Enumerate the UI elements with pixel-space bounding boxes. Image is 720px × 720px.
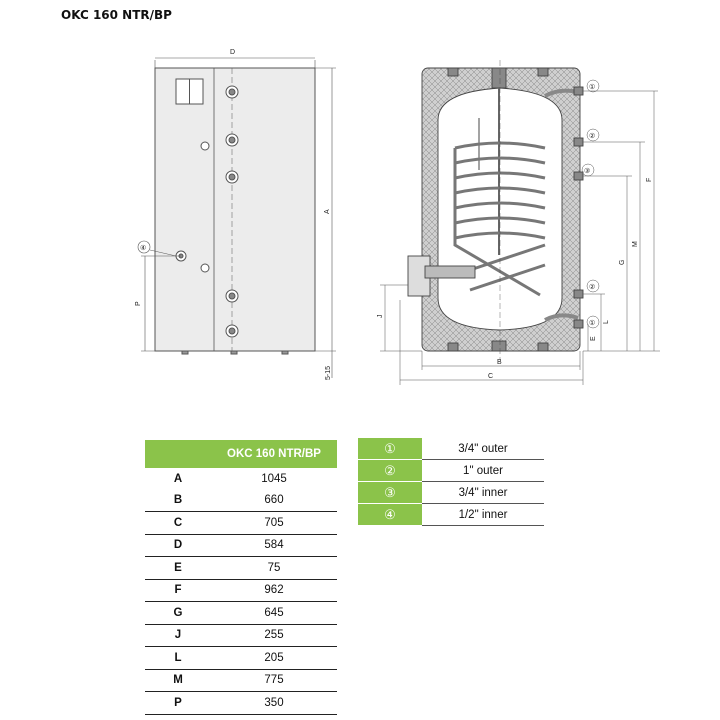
dimension-value: 705 [211, 512, 337, 535]
dimension-value: 660 [211, 490, 337, 512]
callout-3: ③ [584, 168, 591, 175]
dimension-value: 205 [211, 647, 337, 670]
label-p: P [135, 301, 142, 306]
table-row [358, 504, 544, 526]
label-b: B [497, 359, 502, 366]
dimension-key: D [145, 534, 211, 557]
label-l: L [603, 320, 610, 324]
dimension-value: 645 [211, 602, 337, 625]
label-m: M [632, 241, 639, 247]
table-row [145, 669, 337, 692]
tank-body-front [155, 68, 315, 351]
connection-table [358, 438, 544, 526]
dimension-table-body [145, 468, 337, 714]
dimension-value: 1045 [261, 472, 287, 485]
dimension-key: F [145, 579, 211, 602]
label-f: F [646, 177, 653, 182]
dimension-value: 255 [211, 624, 337, 647]
dimension-key: M [145, 669, 211, 692]
callout-4: ④ [140, 245, 147, 252]
table-row [145, 624, 337, 647]
connection-table-body [358, 438, 544, 526]
label-clearance: 5-15 [325, 365, 332, 380]
dimension-key: C [145, 512, 211, 535]
dimension-key: L [145, 647, 211, 670]
connection-number: ④ [358, 504, 422, 526]
section-view [380, 60, 660, 385]
table-row [145, 490, 337, 512]
label-a: A [324, 209, 331, 214]
table-row [358, 482, 544, 504]
dimension-value: 962 [211, 579, 337, 602]
connection-number: ③ [358, 482, 422, 504]
table-row [145, 557, 337, 580]
table-row [145, 512, 337, 535]
dimension-key: E [145, 557, 211, 580]
dimension-table-header: OKC 160 NTR/BP [211, 440, 337, 468]
connection-description: 3/4" outer [422, 438, 544, 460]
dimension-key: J [145, 624, 211, 647]
dimension-table [145, 440, 337, 715]
label-j: J [377, 314, 384, 318]
callout-1-top: ① [589, 84, 596, 91]
table-row [145, 579, 337, 602]
dimension-key: P [145, 692, 211, 715]
dimension-table-header-blank [145, 440, 211, 468]
dimension-table-header-row [145, 440, 337, 468]
label-g: G [619, 259, 626, 265]
connection-number: ① [358, 438, 422, 460]
dimension-value: 584 [211, 534, 337, 557]
label-d: D [230, 49, 236, 56]
callout-2-top: ② [589, 133, 596, 140]
table-row [358, 460, 544, 482]
table-row [145, 602, 337, 625]
front-view [138, 58, 336, 378]
connection-number: ② [358, 460, 422, 482]
dimension-value: 75 [211, 557, 337, 580]
table-row [145, 692, 337, 715]
table-row [358, 438, 544, 460]
dimension-key: G [145, 602, 211, 625]
callout-1-bottom: ① [589, 320, 596, 327]
connection-description: 1" outer [422, 460, 544, 482]
table-row [145, 468, 337, 490]
dimension-key: B [145, 490, 211, 512]
page-title: OKC 160 NTR/BP [61, 8, 172, 22]
dimension-value: 350 [211, 692, 337, 715]
callout-2-bottom: ② [589, 284, 596, 291]
connection-description: 3/4" inner [422, 482, 544, 504]
connection-description: 1/2" inner [422, 504, 544, 526]
label-e: E [590, 336, 597, 341]
dimension-value: 775 [211, 669, 337, 692]
table-row [145, 534, 337, 557]
label-c: C [488, 373, 494, 380]
dimension-key: A [173, 472, 183, 485]
table-row [145, 647, 337, 670]
